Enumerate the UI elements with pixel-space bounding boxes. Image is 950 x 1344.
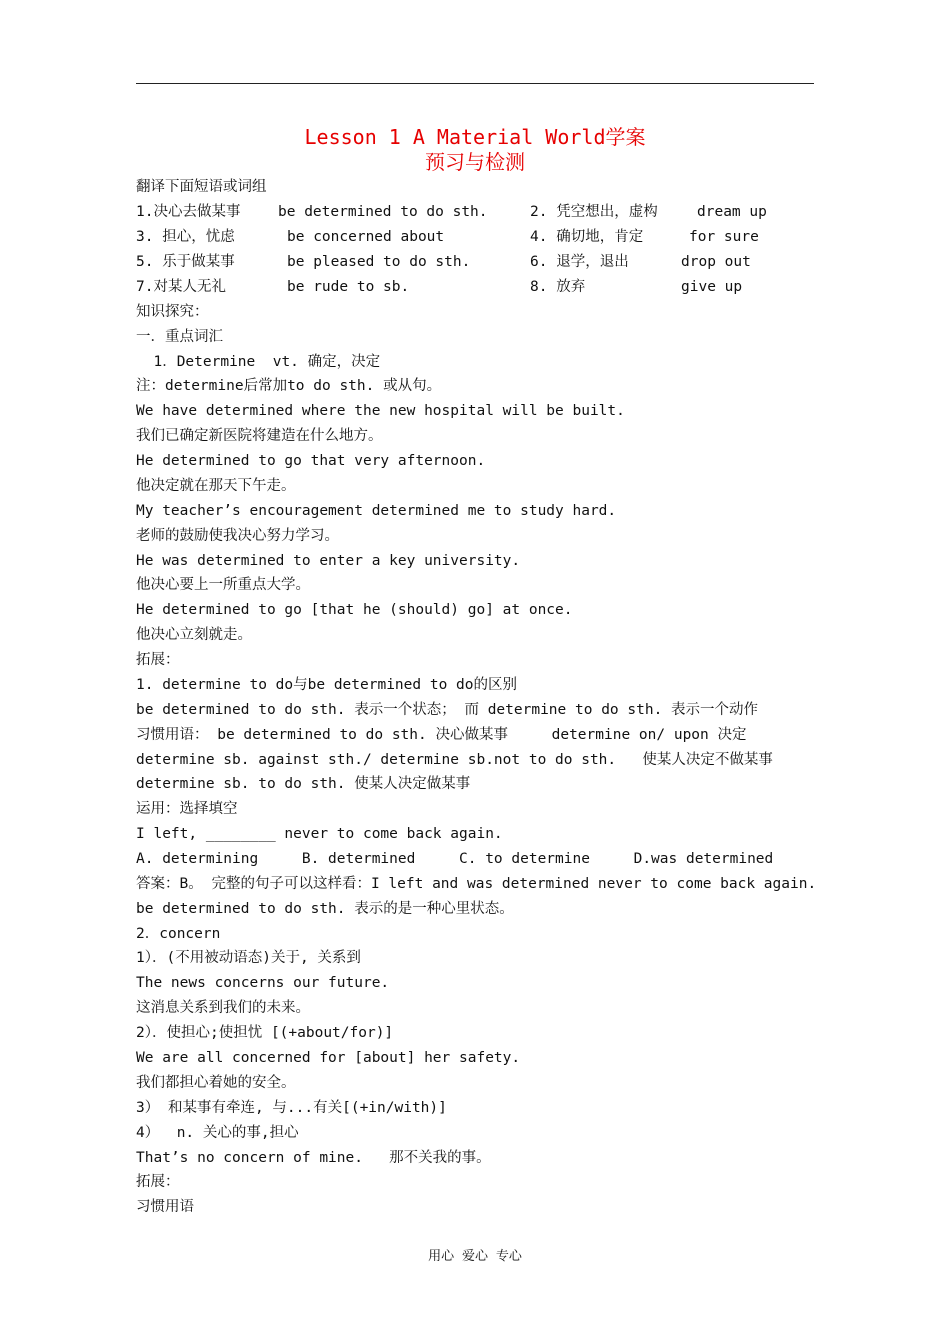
text-line: He determined to go [that he (should) go] at once.	[136, 602, 573, 618]
phrase-en: drop out	[681, 254, 751, 270]
phrase-en: for sure	[689, 229, 759, 245]
text-line: 3） 和某事有牵连, 与...有关[(+in/with)]	[136, 1100, 447, 1116]
text-line: The news concerns our future.	[136, 975, 390, 991]
text-line: 1）．(不用被动语态)关于, 关系到	[136, 950, 361, 966]
phrase-en: be determined to do sth.	[278, 204, 488, 220]
page-footer: 用心 爱心 专心	[428, 1249, 522, 1264]
phrase-cn: 3. 担心，忧虑	[136, 229, 235, 245]
text-line: 1．Determine vt. 确定，决定	[136, 354, 381, 370]
text-line: I left, ________ never to come back again.	[136, 826, 503, 842]
phrase-en: be rude to sb.	[287, 279, 410, 295]
phrase-cn: 6. 退学，退出	[530, 254, 629, 270]
text-line: 我们已确定新医院将建造在什么地方。	[136, 428, 383, 444]
text-line: 老师的鼓励使我决心努力学习。	[136, 528, 339, 544]
header-rule	[136, 83, 814, 84]
text-line: A. determining B. determined C. to determine D.was determined	[136, 851, 774, 867]
text-line: 知识探究：	[136, 304, 209, 320]
text-line: 他决心立刻就走。	[136, 627, 252, 643]
text-line: 答案：B。 完整的句子可以这样看：I left and was determined never to come back again.	[136, 876, 817, 892]
text-line: 2）．使担心;使担忧 [(+about/for)]	[136, 1025, 394, 1041]
text-line: 习惯用语	[136, 1199, 194, 1215]
phrase-en: give up	[681, 279, 743, 295]
phrase-cn: 4. 确切地，肯定	[530, 229, 644, 245]
phrase-cn: 5. 乐于做某事	[136, 254, 235, 270]
phrase-cn: 7.对某人无礼	[136, 279, 226, 295]
text-line: 运用：选择填空	[136, 801, 238, 817]
text-line: 他决心要上一所重点大学。	[136, 577, 310, 593]
phrase-en: dream up	[697, 204, 767, 220]
phrase-en: be pleased to do sth.	[287, 254, 471, 270]
text-line: 拓展：	[136, 652, 180, 668]
text-line: He determined to go that very afternoon.	[136, 453, 486, 469]
text-line: 这消息关系到我们的未来。	[136, 1000, 310, 1016]
section-intro: 翻译下面短语或词组	[136, 179, 267, 195]
text-line: My teacher’s encouragement determined me to study hard.	[136, 503, 617, 519]
phrase-cn: 8. 放弃	[530, 279, 586, 295]
text-line: 我们都担心着她的安全。	[136, 1075, 296, 1091]
phrase-cn: 2. 凭空想出，虚构	[530, 204, 658, 220]
text-line: be determined to do sth. 表示一个状态； 而 determine to do sth. 表示一个动作	[136, 702, 759, 718]
phrase-en: be concerned about	[287, 229, 445, 245]
text-line: 拓展：	[136, 1174, 180, 1190]
text-line: determine sb. against sth./ determine sb.not to do sth. 使某人决定不做某事	[136, 752, 773, 768]
text-line: He was determined to enter a key university.	[136, 553, 521, 569]
text-line: We are all concerned for [about] her safety.	[136, 1050, 521, 1066]
text-line: 他决定就在那天下午走。	[136, 478, 296, 494]
text-line: That’s no concern of mine. 那不关我的事。	[136, 1150, 491, 1166]
text-line: 注：determine后常加to do sth. 或从句。	[136, 378, 442, 394]
text-line: 习惯用语： be determined to do sth. 决心做某事 determine on/ upon 决定	[136, 727, 747, 743]
text-line: 4） n. 关心的事,担心	[136, 1125, 299, 1141]
document-title: Lesson 1 A Material World学案	[304, 125, 646, 149]
text-line: 一．重点词汇	[136, 329, 223, 345]
text-line: 2．concern	[136, 926, 221, 942]
text-line: 1. determine to do与be determined to do的区别	[136, 677, 517, 693]
document-subtitle: 预习与检测	[425, 150, 525, 174]
text-line: determine sb. to do sth. 使某人决定做某事	[136, 776, 471, 792]
text-line: We have determined where the new hospital will be built.	[136, 403, 625, 419]
phrase-cn: 1.决心去做某事	[136, 204, 241, 220]
text-line: be determined to do sth. 表示的是一种心里状态。	[136, 901, 514, 917]
